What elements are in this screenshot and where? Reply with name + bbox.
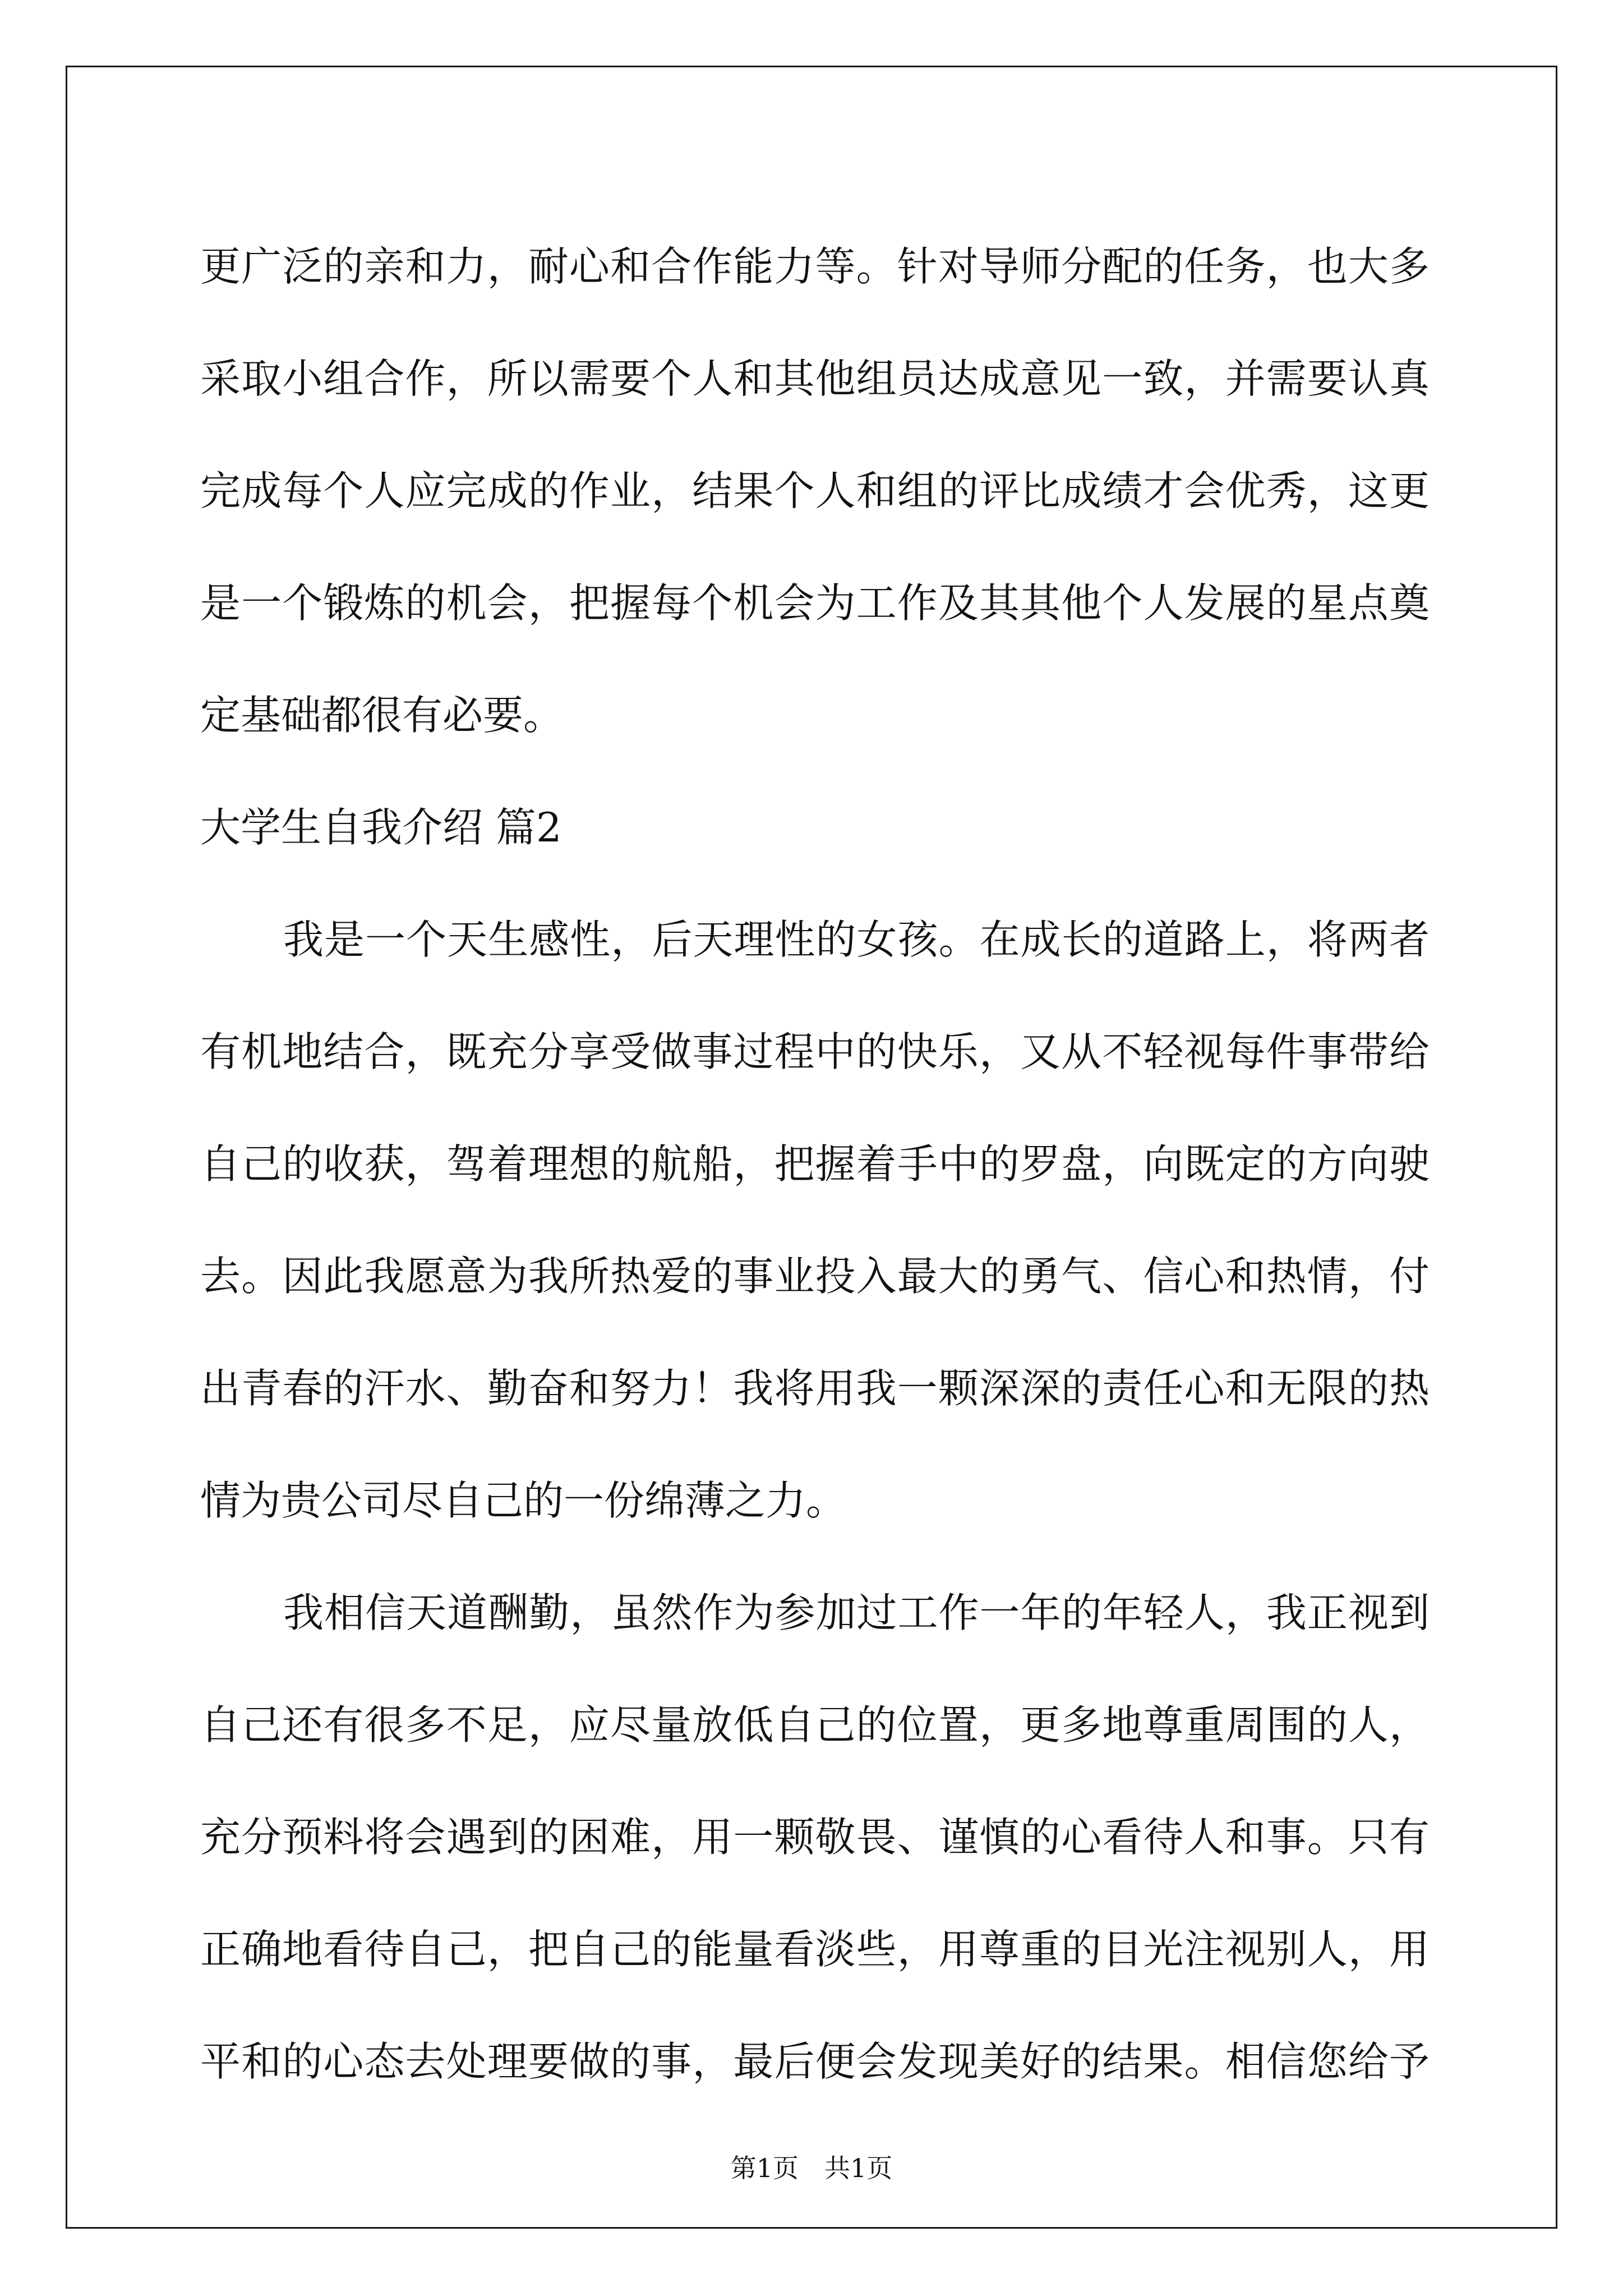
text-line: 我相信天道酬勤，虽然作为参加过工作一年的年轻人，我正视到 xyxy=(283,1589,1430,1636)
text-line: 采取小组合作，所以需要个人和其他组员达成意见一致，并需要认真 xyxy=(200,355,1430,402)
text-line: 出青春的汗水、勤奋和努力！我将用我一颗深深的责任心和无限的热 xyxy=(200,1365,1430,1412)
section-heading: 大学生自我介绍 篇2 xyxy=(200,804,562,851)
paragraph-2 xyxy=(200,884,1430,1557)
text-line: 更广泛的亲和力，耐心和合作能力等。针对导师分配的任务，也大多 xyxy=(200,243,1430,290)
document-body xyxy=(200,210,1430,2118)
paragraph-1 xyxy=(200,210,1430,771)
text-line: 自己还有很多不足，应尽量放低自己的位置，更多地尊重周围的人， xyxy=(200,1701,1430,1749)
page-footer: 第1页 共1页 xyxy=(730,2153,893,2183)
text-line: 充分预料将会遇到的困难，用一颗敬畏、谨慎的心看待人和事。只有 xyxy=(200,1814,1430,1861)
text-line: 是一个锻炼的机会，把握每个机会为工作及其其他个人发展的星点奠 xyxy=(200,579,1430,627)
text-line: 我是一个天生感性，后天理性的女孩。在成长的道路上，将两者 xyxy=(283,916,1430,963)
text-line: 去。因此我愿意为我所热爱的事业投入最大的勇气、信心和热情，付 xyxy=(200,1253,1430,1300)
text-line: 情为贵公司尽自己的一份绵薄之力。 xyxy=(200,1477,847,1524)
text-line: 有机地结合，既充分享受做事过程中的快乐，又从不轻视每件事带给 xyxy=(200,1028,1430,1075)
paragraph-3 xyxy=(200,1557,1430,2118)
text-line: 定基础都很有必要。 xyxy=(200,692,564,739)
text-line: 自己的收获，驾着理想的航船，把握着手中的罗盘，向既定的方向驶 xyxy=(200,1140,1430,1188)
text-line: 正确地看待自己，把自己的能量看淡些，用尊重的目光注视别人，用 xyxy=(200,1926,1430,1973)
text-line: 完成每个人应完成的作业，结果个人和组的评比成绩才会优秀，这更 xyxy=(200,467,1430,514)
text-line: 平和的心态去处理要做的事，最后便会发现美好的结果。相信您给予 xyxy=(200,2038,1430,2085)
